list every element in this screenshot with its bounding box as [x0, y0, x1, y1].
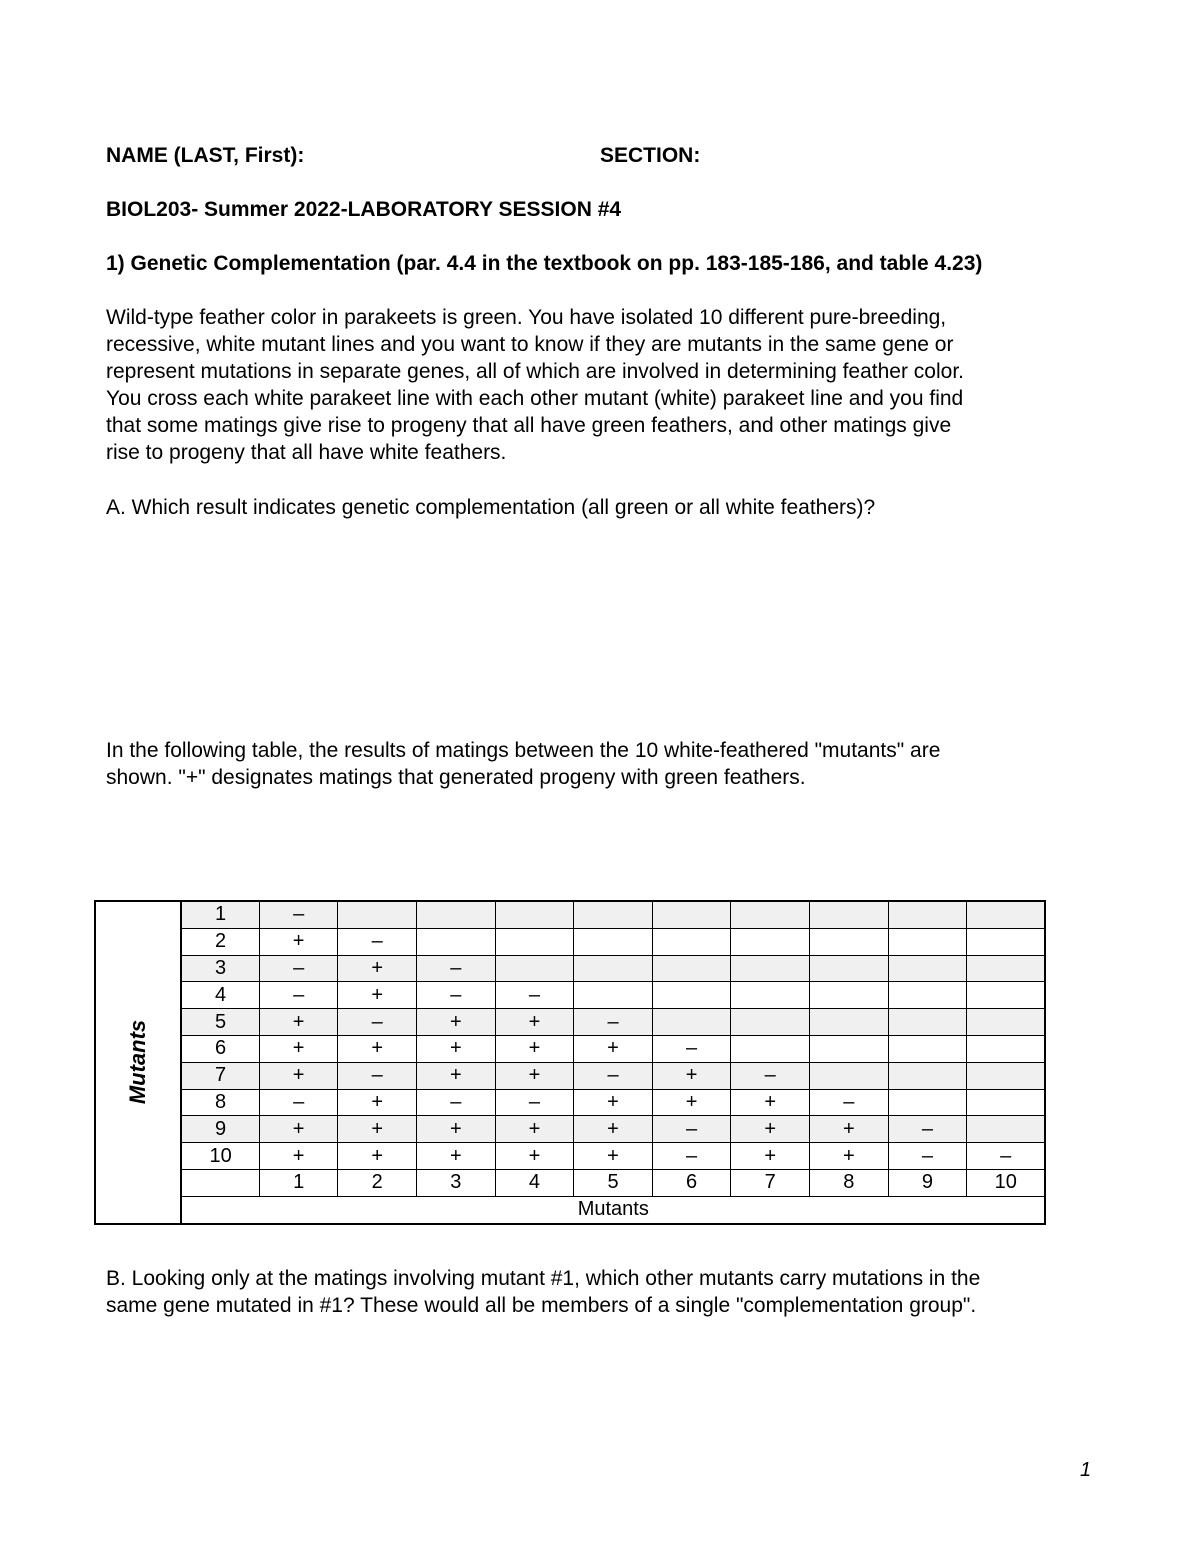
mating-result-cell: [888, 1089, 967, 1116]
mating-result-cell: –: [338, 1062, 417, 1089]
table-row: [95, 955, 1045, 982]
mating-result-cell: [495, 901, 574, 928]
intro-paragraph: [106, 304, 1106, 466]
mating-result-cell: –: [259, 901, 338, 928]
mating-result-cell: +: [574, 1089, 653, 1116]
mating-result-cell: [652, 901, 731, 928]
mating-result-cell: +: [809, 1143, 888, 1170]
mating-result-cell: +: [259, 1143, 338, 1170]
bottom-axis-label: Mutants: [181, 1196, 1045, 1223]
mating-result-cell: [731, 901, 810, 928]
intro-line: You cross each white parakeet line with each other mutant (white) parakeet line and you find: [106, 387, 964, 410]
mating-result-cell: +: [495, 1035, 574, 1062]
part-b-line: B. Looking only at the matings involving mutant #1, which other mutants carry mutations in the: [106, 1267, 981, 1290]
mating-result-cell: [652, 982, 731, 1009]
mating-result-cell: +: [417, 1062, 496, 1089]
mating-result-cell: +: [574, 1143, 653, 1170]
row-header: 10: [181, 1143, 259, 1170]
mating-result-cell: [888, 1035, 967, 1062]
mating-result-cell: [967, 1062, 1046, 1089]
mating-result-cell: [967, 1035, 1046, 1062]
mating-result-cell: [809, 1009, 888, 1036]
mating-result-cell: +: [731, 1116, 810, 1143]
mating-result-cell: +: [417, 1009, 496, 1036]
mating-result-cell: –: [495, 1089, 574, 1116]
column-header: 8: [809, 1169, 888, 1196]
mating-result-cell: [495, 928, 574, 955]
mating-result-cell: +: [417, 1116, 496, 1143]
mating-result-cell: [809, 901, 888, 928]
mating-result-cell: +: [338, 982, 417, 1009]
row-header: 9: [181, 1116, 259, 1143]
mating-result-cell: +: [495, 1143, 574, 1170]
table-row: [95, 928, 1045, 955]
mating-result-cell: [967, 1116, 1046, 1143]
column-header: 9: [888, 1169, 967, 1196]
mating-result-cell: +: [652, 1062, 731, 1089]
mating-result-cell: –: [574, 1009, 653, 1036]
part-b-question: [106, 1265, 1106, 1319]
column-header: 4: [495, 1169, 574, 1196]
table-row: [95, 1035, 1045, 1062]
mating-result-cell: [888, 982, 967, 1009]
column-header: 5: [574, 1169, 653, 1196]
mating-result-cell: [338, 901, 417, 928]
mating-result-cell: +: [731, 1143, 810, 1170]
mating-result-cell: –: [888, 1116, 967, 1143]
mating-result-cell: [652, 928, 731, 955]
table-intro-line: shown. "+" designates matings that generated progeny with green feathers.: [106, 766, 806, 789]
mating-result-cell: [731, 955, 810, 982]
mating-result-cell: +: [338, 955, 417, 982]
mating-result-cell: +: [417, 1143, 496, 1170]
row-header: 1: [181, 901, 259, 928]
mating-result-cell: +: [259, 1062, 338, 1089]
row-header: 8: [181, 1089, 259, 1116]
row-header: 3: [181, 955, 259, 982]
column-header-row: [95, 1169, 1045, 1196]
table-row: [95, 1009, 1045, 1036]
mating-result-cell: [967, 982, 1046, 1009]
mating-result-cell: [574, 901, 653, 928]
mating-result-cell: +: [338, 1035, 417, 1062]
intro-line: represent mutations in separate genes, all of which are involved in determining feather color.: [106, 360, 964, 383]
mating-result-cell: –: [417, 955, 496, 982]
mating-result-cell: +: [495, 1009, 574, 1036]
mating-result-cell: +: [809, 1116, 888, 1143]
mating-result-cell: [417, 901, 496, 928]
mating-result-cell: [731, 1035, 810, 1062]
column-header: 1: [259, 1169, 338, 1196]
mating-result-cell: –: [259, 982, 338, 1009]
mating-result-cell: –: [652, 1116, 731, 1143]
mating-result-cell: [809, 982, 888, 1009]
mating-result-cell: [495, 955, 574, 982]
name-label: NAME (LAST, First):: [106, 144, 305, 167]
mating-result-cell: –: [888, 1143, 967, 1170]
course-title: BIOL203- Summer 2022-LABORATORY SESSION #4: [106, 198, 622, 221]
intro-line: that some matings give rise to progeny that all have green feathers, and other matings give: [106, 414, 952, 437]
mating-result-cell: –: [495, 982, 574, 1009]
mating-result-cell: –: [967, 1143, 1046, 1170]
column-header: 3: [417, 1169, 496, 1196]
mating-result-cell: –: [259, 955, 338, 982]
mating-result-cell: [731, 982, 810, 1009]
row-header: 6: [181, 1035, 259, 1062]
mating-result-cell: [967, 1009, 1046, 1036]
mating-result-cell: +: [495, 1062, 574, 1089]
question-heading: 1) Genetic Complementation (par. 4.4 in the textbook on pp. 183-185-186, and table 4.23): [106, 252, 983, 275]
table-intro: [106, 737, 1106, 791]
mating-result-cell: +: [731, 1089, 810, 1116]
mating-result-cell: [809, 955, 888, 982]
row-header: 2: [181, 928, 259, 955]
column-header: 10: [967, 1169, 1046, 1196]
mating-result-cell: [888, 901, 967, 928]
column-header: 6: [652, 1169, 731, 1196]
mating-result-cell: –: [338, 928, 417, 955]
row-header: 4: [181, 982, 259, 1009]
mating-result-cell: [888, 955, 967, 982]
mating-result-cell: [574, 955, 653, 982]
table-intro-line: In the following table, the results of matings between the 10 white-feathered "mutants" are: [106, 739, 941, 762]
mating-result-cell: [888, 1062, 967, 1089]
mating-result-cell: +: [338, 1116, 417, 1143]
table-row: [95, 1116, 1045, 1143]
intro-line: Wild-type feather color in parakeets is green. You have isolated 10 different pure-breeding,: [106, 306, 947, 329]
mating-result-cell: [809, 1062, 888, 1089]
mating-result-cell: [417, 928, 496, 955]
mating-result-cell: +: [259, 1009, 338, 1036]
mating-result-cell: +: [259, 928, 338, 955]
section-label: SECTION:: [600, 144, 701, 167]
mating-result-cell: [888, 1009, 967, 1036]
column-header: 2: [338, 1169, 417, 1196]
mating-result-cell: +: [574, 1116, 653, 1143]
table-body: [95, 901, 1045, 1224]
mating-result-cell: +: [417, 1035, 496, 1062]
intro-line: recessive, white mutant lines and you want to know if they are mutants in the same gene or: [106, 333, 954, 356]
mating-result-cell: [731, 928, 810, 955]
bottom-axis-row: [95, 1196, 1045, 1223]
mating-result-cell: –: [259, 1089, 338, 1116]
mating-result-cell: [652, 1009, 731, 1036]
mating-result-cell: –: [417, 982, 496, 1009]
mating-result-cell: [809, 928, 888, 955]
mating-result-cell: [574, 928, 653, 955]
mating-result-cell: –: [731, 1062, 810, 1089]
page-number: 1: [1080, 1459, 1092, 1481]
side-axis-label-text: Mutants: [125, 1020, 151, 1105]
mating-result-cell: [967, 1089, 1046, 1116]
mating-result-cell: –: [652, 1143, 731, 1170]
complementation-table: [94, 900, 1046, 1225]
mating-result-cell: [967, 901, 1046, 928]
mating-result-cell: –: [809, 1089, 888, 1116]
table-row: [95, 901, 1045, 928]
mating-result-cell: –: [652, 1035, 731, 1062]
mating-result-cell: [731, 1009, 810, 1036]
mating-result-cell: [967, 955, 1046, 982]
table-row: [95, 1089, 1045, 1116]
part-a-question: A. Which result indicates genetic complementation (all green or all white feathers)?: [106, 496, 876, 519]
mating-result-cell: +: [652, 1089, 731, 1116]
mating-result-cell: –: [417, 1089, 496, 1116]
table-row: [95, 982, 1045, 1009]
mating-result-cell: +: [338, 1089, 417, 1116]
mating-result-cell: +: [574, 1035, 653, 1062]
mating-result-cell: [967, 928, 1046, 955]
mating-result-cell: [574, 982, 653, 1009]
intro-line: rise to progeny that all have white feathers.: [106, 441, 507, 464]
side-axis-label: [95, 901, 181, 1224]
mating-result-cell: [809, 1035, 888, 1062]
mating-result-cell: +: [338, 1143, 417, 1170]
mating-result-cell: [652, 955, 731, 982]
corner-cell: [181, 1169, 259, 1196]
mating-result-cell: –: [338, 1009, 417, 1036]
row-header: 7: [181, 1062, 259, 1089]
row-header: 5: [181, 1009, 259, 1036]
mating-result-cell: –: [574, 1062, 653, 1089]
column-header: 7: [731, 1169, 810, 1196]
mating-result-cell: [888, 928, 967, 955]
mating-result-cell: +: [495, 1116, 574, 1143]
mating-result-cell: +: [259, 1035, 338, 1062]
part-b-line: same gene mutated in #1? These would all be members of a single "complementation group".: [106, 1294, 977, 1317]
table-row: [95, 1143, 1045, 1170]
mating-result-cell: +: [259, 1116, 338, 1143]
table-row: [95, 1062, 1045, 1089]
